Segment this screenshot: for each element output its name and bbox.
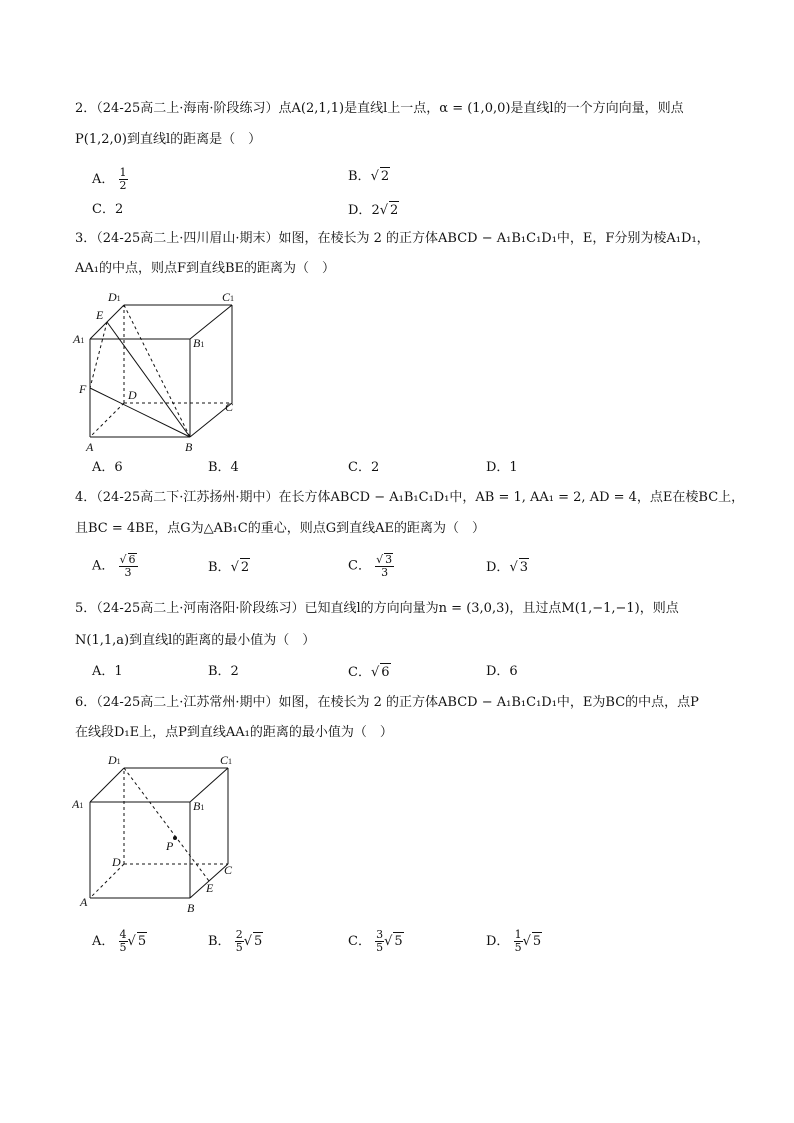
edge-B1C1 [190, 768, 228, 802]
fraction: $\frac{4}{5}$ [119, 928, 127, 954]
q3-option-a[interactable]: A．6 [92, 460, 123, 475]
q5-option-d[interactable]: D．6 [486, 664, 518, 679]
label-E: E [96, 308, 104, 322]
q2-stem-line2: P(1,2,0)到直线l的距离是（ ） [75, 132, 262, 147]
edge-A1D1 [90, 768, 124, 802]
edge-DA [90, 403, 124, 437]
fraction: $\frac{1}{2}$ [119, 166, 127, 192]
q6-option-b[interactable]: B． $\frac{2}{5}$ √ 5 [208, 928, 263, 954]
q3-option-b[interactable]: B．4 [208, 460, 239, 475]
q6-option-a[interactable]: A． $\frac{4}{5}$ √ 5 [92, 928, 147, 954]
label-D: D [112, 855, 121, 869]
q2-option-b[interactable]: B．√ 2 [348, 169, 390, 184]
label-B1: B1 [193, 336, 205, 350]
label-P: P [166, 839, 174, 853]
edge-B1C1 [190, 305, 232, 339]
q2-stem-line1: 2．（24-25高二上·海南·阶段练习）点A(2,1,1)是直线l上一点，α = (1,0,0)是直线l的一个方向向量，则点 [75, 101, 684, 116]
q3-option-d[interactable]: D．1 [486, 460, 518, 475]
q3-stem-line2: AA₁的中点，则点F到直线BE的距离为（ ） [75, 261, 336, 276]
q2-option-d[interactable]: D．2√ 2 [348, 203, 399, 218]
label-D1: D1 [108, 753, 121, 767]
q6-cube-figure [72, 752, 252, 920]
label-A1: A1 [72, 797, 84, 811]
edge-DA [90, 864, 124, 898]
label-A1: A1 [73, 332, 85, 346]
segment-EF [90, 322, 107, 388]
q4-option-d[interactable]: D．√ 3 [486, 560, 529, 575]
label-A: A [80, 895, 88, 909]
label-C1: C1 [222, 290, 235, 304]
q4-option-a[interactable]: A． $\frac{√ 6}{3}$ [92, 553, 136, 579]
fraction: $\frac{√ 3}{3}$ [376, 553, 393, 579]
q5-stem-line2: N(1,1,a)到直线l的距离的最小值为（ ） [75, 633, 316, 648]
label-C: C [224, 863, 233, 877]
fraction: $\frac{3}{5}$ [376, 928, 384, 954]
label-C1: C1 [220, 753, 233, 767]
label-A: A [86, 440, 94, 454]
q3-stem-line1: 3．（24-25高二上·四川眉山·期末）如图，在棱长为 2 的正方体ABCD − A₁B₁C₁D₁中，E，F分别为棱A₁D₁， [75, 231, 710, 246]
fraction: $\frac{√ 6}{3}$ [119, 553, 136, 579]
q4-stem-line2: 且BC = 4BE，点G为△AB₁C的重心，则点G到直线AE的距离为（ ） [75, 521, 485, 536]
q5-option-a[interactable]: A．1 [92, 664, 123, 679]
q4-stem-line1: 4．（24-25高二下·江苏扬州·期中）在长方体ABCD − A₁B₁C₁D₁中，AB = 1, AA₁ = 2, AD = 4，点E在棱BC上， [75, 490, 745, 505]
label-B: B [185, 440, 193, 454]
segment-FB [90, 388, 190, 437]
fraction: $\frac{2}{5}$ [235, 928, 243, 954]
q6-stem-line2: 在线段D₁E上，点P到直线AA₁的距离的最小值为（ ） [75, 725, 393, 740]
label-B: B [187, 901, 195, 915]
q4-option-c[interactable]: C． $\frac{√ 3}{3}$ [348, 553, 393, 579]
q5-stem-line1: 5．（24-25高二上·河南洛阳·阶段练习）已知直线l的方向向量为n = (3,0,3)，且过点M(1,−1,−1)，则点 [75, 601, 679, 616]
q2-option-a[interactable]: A． $\frac{1}{2}$ [92, 166, 127, 192]
point-P [173, 836, 177, 840]
q4-option-b[interactable]: B．√ 2 [208, 560, 250, 575]
q3-option-c[interactable]: C．2 [348, 460, 380, 475]
q6-option-c[interactable]: C． $\frac{3}{5}$ √ 5 [348, 928, 403, 954]
segment-D1B [124, 305, 190, 437]
label-F: F [79, 382, 87, 396]
q5-option-c[interactable]: C．√ 6 [348, 665, 390, 680]
q2-option-c[interactable]: C．2 [92, 202, 124, 217]
label-D1: D1 [108, 290, 121, 304]
q6-option-d[interactable]: D． $\frac{1}{5}$ √ 5 [486, 928, 542, 954]
label-D: D [128, 388, 137, 402]
q5-option-b[interactable]: B．2 [208, 664, 239, 679]
q6-stem-line1: 6．（24-25高二上·江苏常州·期中）如图，在棱长为 2 的正方体ABCD − A₁B₁C₁D₁中，E为BC的中点，点P [75, 695, 699, 710]
fraction: $\frac{1}{5}$ [514, 928, 522, 954]
label-C: C [225, 400, 234, 414]
label-B1: B1 [193, 799, 205, 813]
label-E: E [206, 881, 214, 895]
q3-cube-figure [70, 285, 250, 455]
